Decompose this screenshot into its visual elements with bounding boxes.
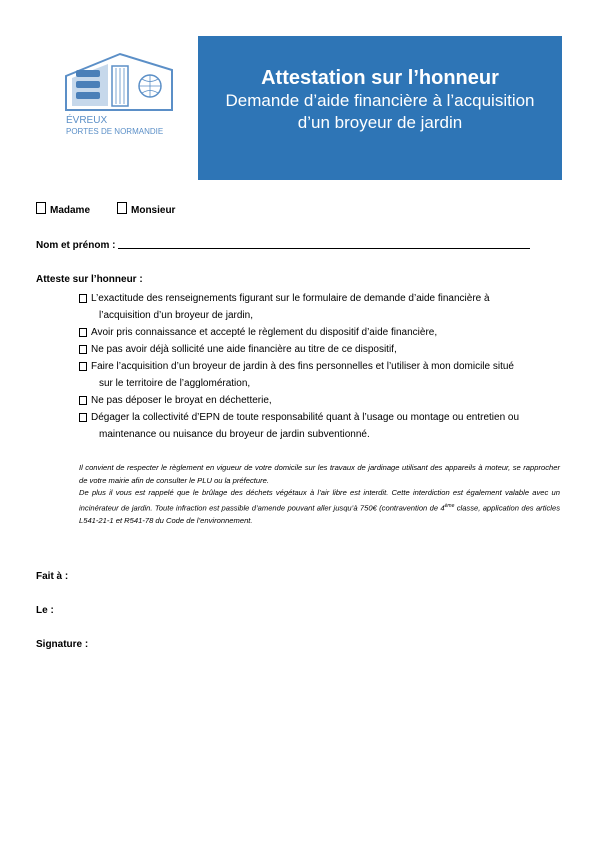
list-item: Ne pas avoir déjà sollicité une aide financière au titre de ce dispositif, (79, 341, 561, 358)
legal-note (79, 462, 560, 528)
attest-list (79, 290, 561, 443)
logo-line1: ÉVREUX (66, 115, 108, 126)
logo-line2: PORTES DE NORMANDIE (66, 127, 164, 136)
list-item: Dégager la collectivité d’EPN de toute responsabilité quant à l’usage ou montage ou entretien ou maintenance ou nuisance du broyeur de jardin subventionné. (79, 409, 561, 443)
name-label: Nom et prénom : (36, 240, 116, 251)
civility-monsieur[interactable] (117, 202, 175, 217)
item-checkbox[interactable] (79, 345, 87, 354)
madame-label: Madame (50, 205, 91, 216)
fait-a-label: Fait à : (36, 571, 69, 582)
lions-icon (76, 70, 100, 99)
item-checkbox[interactable] (79, 294, 87, 303)
attest-label: Atteste sur l’honneur : (36, 274, 143, 285)
madame-checkbox[interactable] (36, 202, 46, 214)
monsieur-label: Monsieur (131, 205, 176, 216)
item-checkbox[interactable] (79, 328, 87, 337)
note-paragraph-1: Il convient de respecter le règlement en vigueur de votre domicile sur les travaux de jardinage utilisant des appareils à moteur, se rapprocher de votre mairie afin de consulter le PLU ou la préfecture. (79, 463, 560, 485)
signature-label: Signature : (36, 639, 89, 650)
evreux-logo (60, 48, 178, 140)
name-row (36, 239, 530, 252)
page-title: Attestation sur l’honneur (261, 67, 499, 89)
page-subtitle-line2: d’un broyeur de jardin (297, 113, 463, 132)
civility-madame[interactable] (36, 202, 90, 217)
item-checkbox[interactable] (79, 396, 87, 405)
note-paragraph-2: De plus il vous est rappelé que le brûlage des déchets végétaux à l’air libre est interdit. Cette interdiction est également valable avec un incinérateur de jardin. Toute infraction est passible d’amende pouvant aller jusqu’à 750€ (contravention de 4ème classe, application des articles L541-21-1 et R541-78 du Code de l’environnement. (79, 488, 560, 525)
title-banner (198, 36, 562, 180)
date-label: Le : (36, 605, 54, 616)
name-field[interactable] (118, 239, 530, 249)
list-item: Avoir pris connaissance et accepté le règlement du dispositif d’aide financière, (79, 324, 561, 341)
item-checkbox[interactable] (79, 362, 87, 371)
list-item: Ne pas déposer le broyat en déchetterie, (79, 392, 561, 409)
item-checkbox[interactable] (79, 413, 87, 422)
page-subtitle-line1: Demande d’aide financière à l’acquisition (225, 91, 535, 110)
list-item: Faire l’acquisition d’un broyeur de jardin à des fins personnelles et l’utiliser à mon domicile situé sur le territoire de l’agglomération, (79, 358, 561, 392)
list-item: L’exactitude des renseignements figurant sur le formulaire de demande d’aide financière à l’acquisition d’un broyeur de jardin, (79, 290, 561, 324)
monsieur-checkbox[interactable] (117, 202, 127, 214)
